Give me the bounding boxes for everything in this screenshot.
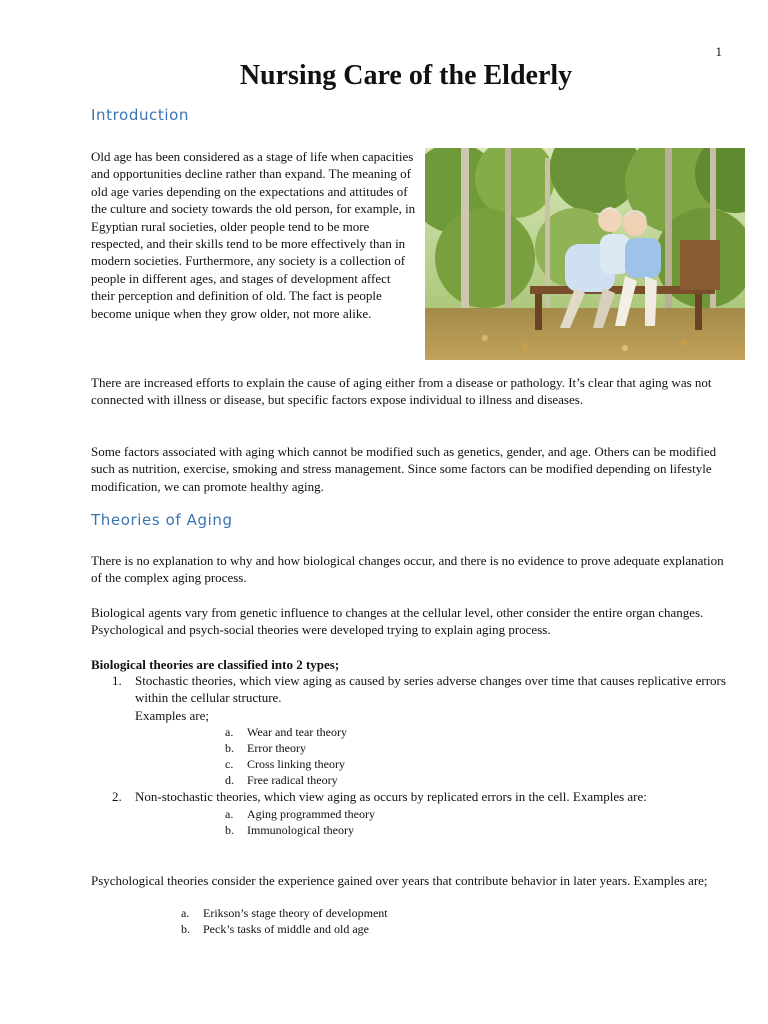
list-letter: a.	[225, 725, 234, 740]
list-letter: a.	[225, 806, 234, 821]
list-letter: d.	[225, 773, 234, 788]
psychological-theories-paragraph: Psychological theories consider the experience gained over years that contribute behavior in later years. Examples are;	[91, 873, 708, 888]
list-item-text: Cross linking theory	[247, 757, 345, 772]
list-letter: b.	[225, 741, 234, 756]
list-item	[91, 905, 726, 921]
list-item-text: Free radical theory	[247, 773, 338, 788]
intro-paragraph-2: There are increased efforts to explain the cause of aging either from a disease or pathology. It’s clear that aging was not connected with illness or disease, but specific factors expose individual to illness and diseases.	[91, 375, 712, 408]
list-item	[135, 740, 726, 756]
list-item	[135, 724, 726, 740]
list-letter: c.	[225, 757, 234, 772]
list-item-stochastic	[91, 672, 726, 788]
section-heading-introduction: Introduction	[91, 106, 190, 124]
list-item	[135, 822, 726, 838]
theories-paragraph-2: Biological agents vary from genetic influence to changes at the cellular level, other consider the entire organ changes. Psychological and psych-social theories were developed trying to explain aging process.	[91, 605, 704, 638]
intro-paragraph-3: Some factors associated with aging which cannot be modified such as genetics, gender, and age. Others can be modified such as nutrition, exercise, smoking and stress management. Since some factors can be modified depending on lifestyle modification, we can promote healthy aging.	[91, 444, 717, 494]
stochastic-examples-list	[135, 724, 726, 788]
theories-paragraph-1: There is no explanation to why and how biological changes occur, and there is no evidence to prove adequate explanation of the complex aging process.	[91, 553, 724, 586]
list-item-non-stochastic	[91, 788, 726, 837]
list-item-text: Erikson’s stage theory of development	[203, 906, 388, 920]
list-letter: a.	[181, 906, 190, 920]
list-letter: b.	[225, 822, 234, 837]
list-letter: b.	[181, 922, 190, 936]
section-heading-theories: Theories of Aging	[91, 511, 233, 529]
list-item	[135, 772, 726, 788]
list-item-text: Error theory	[247, 741, 306, 756]
examples-label: Examples are;	[135, 707, 209, 723]
list-item-text: Aging programmed theory	[247, 806, 375, 821]
page-number: 1	[715, 44, 722, 59]
elderly-couple-photo	[425, 148, 745, 360]
list-item-text: Stochastic theories, which view aging as caused by series adverse changes over time that causes replicative errors within the cellular structure.	[135, 673, 726, 706]
list-item	[91, 921, 726, 937]
list-item-text: Peck’s tasks of middle and old age	[203, 922, 369, 936]
list-item-text: Non-stochastic theories, which view aging as occurs by replicated errors in the cell. Examples are:	[135, 789, 647, 805]
page-title: Nursing Care of the Elderly	[239, 60, 573, 91]
biological-theory-types-list	[91, 672, 726, 838]
biological-theories-heading: Biological theories are classified into 2 types;	[91, 657, 340, 672]
list-number: 1.	[112, 673, 122, 688]
intro-paragraph-1: Old age has been considered as a stage of life when capacities and opportunities decline rather than expand. The meaning of old age varies depending on the expectations and attitudes of the culture and society towards the old person, for example, in Egyptian rural societies, older people tend to be more respected, and their skills tend to be more effectively than in modern societies. Furthermore, any society is a collection of people in different ages, and stages of development affect their perception and definition of old. The fact is people become unique when they grow older, not more alike.	[91, 149, 416, 321]
list-item-text: Immunological theory	[247, 822, 354, 837]
non-stochastic-examples-list	[135, 806, 726, 838]
list-item	[135, 756, 726, 772]
list-item-text: Wear and tear theory	[247, 725, 347, 740]
list-item	[135, 806, 726, 822]
psychological-examples-list	[91, 905, 726, 937]
list-number: 2.	[112, 789, 122, 805]
